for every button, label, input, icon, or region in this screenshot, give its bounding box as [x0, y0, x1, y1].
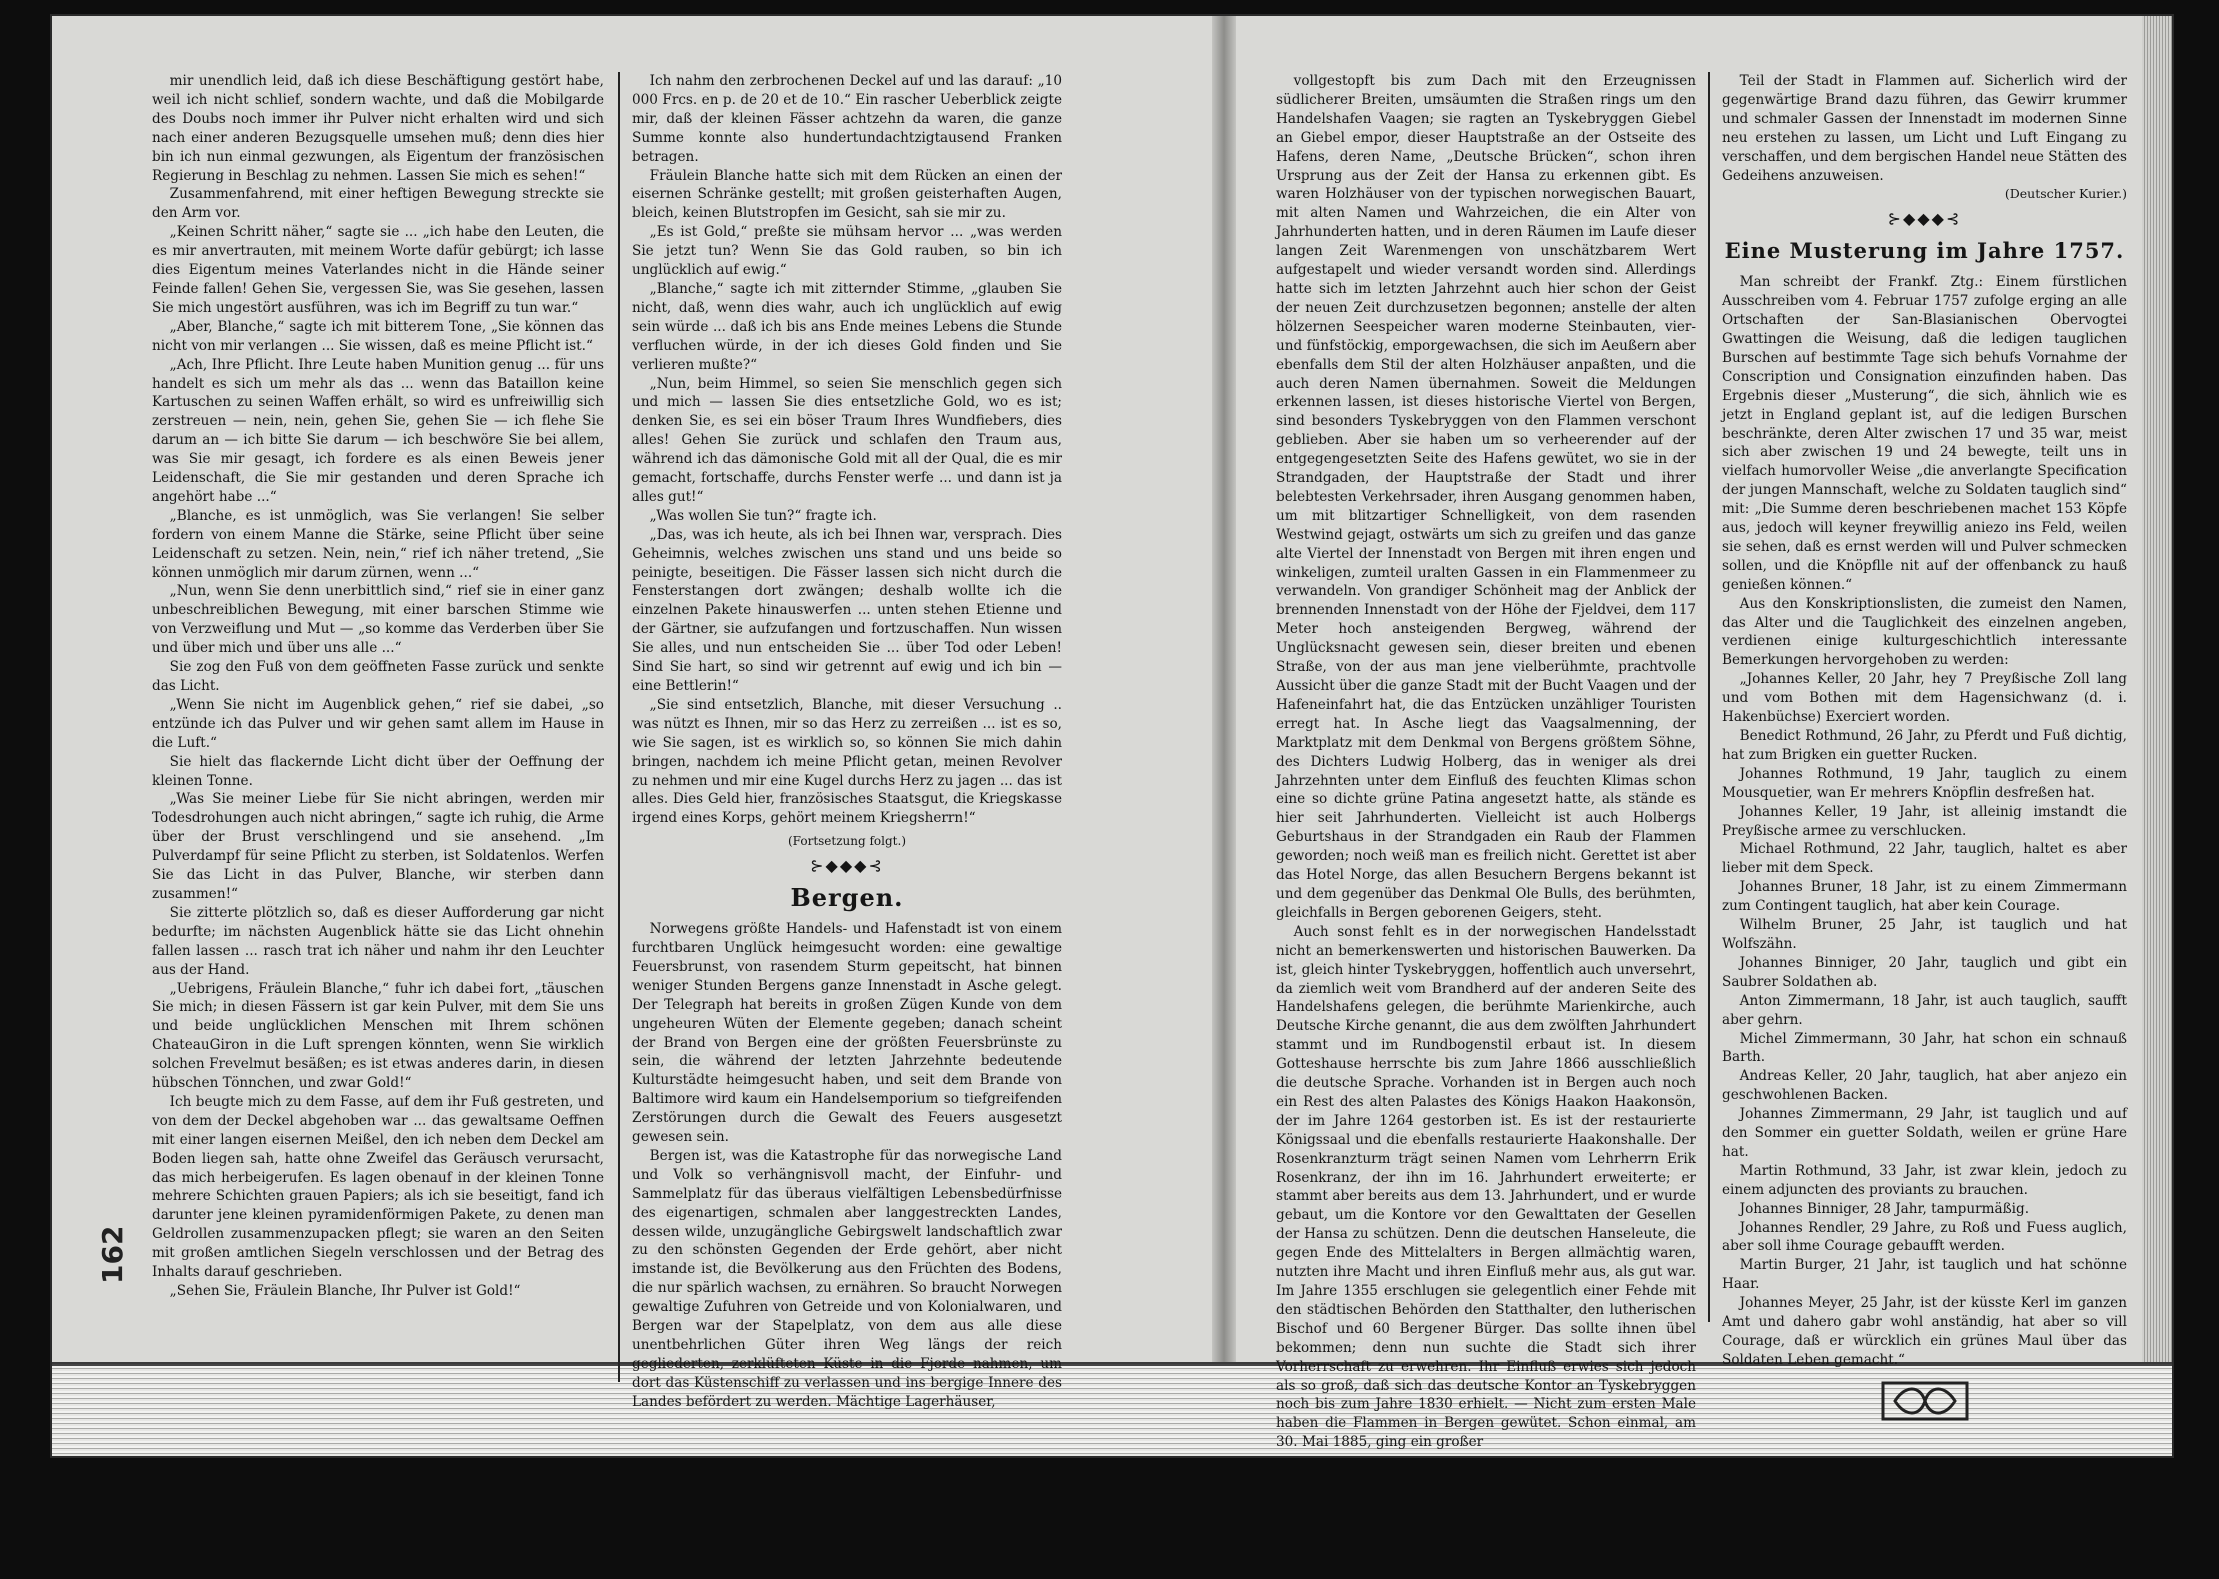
paragraph: Benedict Rothmund, 26 Jahr, zu Pferdt und Fuß dichtig, hat zum Brigken ein guetter Rucken. [1722, 728, 2127, 763]
column-4 [1722, 72, 2127, 1382]
column-3 [1276, 72, 1696, 1451]
paragraph: Sie hielt das flackernde Licht dicht über der Oeffnung der kleinen Tonne. [152, 753, 604, 789]
paragraph: mir unendlich leid, daß ich diese Beschäftigung gestört habe, weil ich nicht schlief, sondern wachte, und daß die Mobilgarde des Doubs noch immer ihr Pulver nicht erhalten wird und sich nach einer anderen Bezugsquelle umsehen muß; denn dies hier bin ich nun einmal gezwungen, als Eigentum der französischen Regierung in Beschlag zu nehmen. Lassen Sie mich es sehen!“ [152, 73, 604, 184]
column-rule-2 [1708, 72, 1710, 1322]
paragraph: „Blanche,“ sagte ich mit zitternder Stimme, „glauben Sie nicht, daß, wenn dies wahr, auch ich unglücklich auf ewig sein würde ... daß ich bis ans Ende meines Lebens die Stunde verfluchen würde, in der ich dieses Gold finden und Sie verlieren mußte?“ [632, 280, 1062, 373]
source-credit: (Deutscher Kurier.) [2004, 186, 2127, 202]
ornament-divider: ⊱◆◆◆⊰ [1887, 209, 1962, 229]
article-bergen-start [632, 920, 1062, 1412]
ornament-icon [1880, 1380, 1970, 1422]
paragraph: Norwegens größte Handels- und Hafenstadt ist von einem furchtbaren Unglück heimgesucht worden: eine gewaltige Feuersbrunst, von rasendem Sturm gepeitscht, hat binnen weniger Stunden Bergens ganze Innenstadt in Asche gelegt. Der Telegraph hat bereits in großen Zügen Kunde von dem ungeheuren Wüten der Elemente gegeben; danach scheint der Brand von Bergen eine der größten Feuersbrünste zu sein, die während der letzten Jahrzehnte bedeutende Kulturstädte heimgesucht haben, und seit dem Brande von Baltimore wird kaum ein Handelsemporium so tiefgreifenden Zerstörungen durch die Gewalt des Feuers ausgesetzt gewesen sein. [632, 921, 1062, 1146]
paragraph: „Es ist Gold,“ preßte sie mühsam hervor ... „was werden Sie jetzt tun? Wenn Sie das Gold rauben, so bin ich unglücklich auf ewig.“ [632, 224, 1062, 279]
paragraph: Johannes Meyer, 25 Jahr, ist der küsste Kerl im ganzen Amt und dahero gabr wohl anständig, hat aber so vill Courage, daß er würcklich ein grünes Maul über das Soldaten Leben gemacht.“ [1722, 1295, 2127, 1368]
end-ornament [1722, 1380, 2127, 1428]
paragraph: „Aber, Blanche,“ sagte ich mit bitterem Tone, „Sie können das nicht von mir verlangen ... Sie wissen, daß es meine Pflicht ist.“ [152, 318, 604, 354]
paragraph: „Das, was ich heute, als ich bei Ihnen war, versprach. Dies Geheimnis, welches zwischen uns stand und uns beide so peinigte, beseitigen. Die Fässer lassen sich nicht durch die Fensterstangen dort zwängen; deshalb wollte ich die einzelnen Pakete hinauswerfen ... unten stehen Etienne und der Gärtner, sie aufzufangen und fortzuschaffen. Nun wissen Sie alles, und nun entscheiden Sie ... über Tod oder Leben! Sind Sie hart, so sind wir getrennt auf ewig und ich bin — eine Bettlerin!“ [632, 526, 1062, 694]
paragraph: Wilhelm Bruner, 25 Jahr, ist tauglich und hat Wolfszähn. [1722, 917, 2127, 952]
paragraph: vollgestopft bis zum Dach mit den Erzeugnissen südlicherer Breiten, umsäumten die Straßen rings um den Handelshafen Vaagen; sie ragten an Tyskebryggen Giebel an Giebel empor, dieser Hauptstraße an der Ostseite des Hafens, deren Name, „Deutsche Brücken“, schon ihren Ursprung aus der Zeit der Hansa zu erkennen gibt. Es waren Holzhäuser von der typischen norwegischen Bauart, mit alten Namen und Wahrzeichen, die ein Alter von Jahrhunderten hatten, und in deren Räumen im Laufe dieser langen Zeit Warenmengen von unschätzbarem Wert aufgestapelt und wieder versandt worden sind. Allerdings hatte sich im letzten Jahrzehnt auch hier schon der Geist der neuen Zeit durchzusetzen begonnen; anstelle der alten hölzernen Seespeicher waren moderne Steinbauten, vier- und fünfstöckig, emporgewachsen, die sich im Aeußern aber ebenfalls dem Stil der alten Holzhäuser anpaßten, und die auch deren Namen übernahmen. Soweit die Meldungen erkennen lassen, ist dieses historische Viertel von Bergen, sind besonders Tyskebryggen von den Flammen verschont geblieben. Aber sie haben um so verheerender auf der entgegengesetzten Seite des Hafens gewütet, wo sie in der Strandgaden, der Hauptstraße der Stadt und ihrer belebtesten Verkehrsader, ihren Ausgang genommen haben, um mit blitzartiger Schnelligkeit, von dem rasenden Westwind gejagt, ostwärts um sich zu greifen und das ganze alte Viertel der Innenstadt von Bergen mit ihren engen und winkeligen, zumteil uralten Gassen in ein Flammenmeer zu verwandeln. Von grandiger Schönheit mag der Anblick der brennenden Innenstadt von der Höhe der Fjeldvei, dem 117 Meter hoch ansteigenden Bergweg, während der Unglücksnacht gewesen sein, dieser breiten und ebenen Straße, von der aus man jene vielberühmte, prachtvolle Aussicht über die ganze Stadt mit der Bucht Vaagen und der Hafeneinfahrt hat, die das Entzücken unzähliger Touristen erregt hat. In Asche liegt das Vaagsalmenning, der Marktplatz mit dem Denkmal von Bergens größtem Söhne, des Dichters Ludwig Holberg, das in weniger als drei Jahrzehnten unter dem Einfluß des feuchten Klimas schon eine so dichte grüne Patina angesetzt hatte, als stände es hier seit Jahrhunderten. Vielleicht ist auch Holbergs Geburtshaus in der Strandgaden ein Raub der Flammen geworden; noch weiß man es freilich nicht. Gerettet ist aber das Hotel Norge, das allen Besuchern Bergens bekannt ist und dem gegenüber das Denkmal Ole Bulls, des berühmten, gleichfalls in Bergen geborenen Geigers, steht. [1276, 73, 1696, 921]
paragraph: Johannes Rendler, 29 Jahre, zu Roß und Fuess auglich, aber soll ihme Courage gebaufft werden. [1722, 1219, 2127, 1255]
paragraph: „Johannes Keller, 20 Jahr, hey 7 Preyßische Zoll lang und vom Bothen mit dem Hagensichwanz (d. i. Hakenbüchse) Exerciert worden. [1722, 671, 2127, 726]
paragraph: „Ach, Ihre Pflicht. Ihre Leute haben Munition genug ... für uns handelt es sich um mehr als das ... wenn das Bataillon keine Kartuschen zu seinen Waffen erhält, so wird es unfreiwillig sich zerstreuen — nein, nein, gehen Sie, gehen Sie — ich flehe Sie darum an — ich bitte Sie darum — ich beschwöre Sie bei allem, was Sie mir gesagt, ich fordere es als einen Beweis jener Leidenschaft, die Sie mir gestanden und deren Sprache ich angehört habe ...“ [152, 356, 604, 505]
paragraph: Aus den Konskriptionslisten, die zumeist den Namen, das Alter und die Tauglichkeit des einzelnen angeben, verdienen einige kulturgeschichtlich interessante Bemerkungen hervorgehoben zu werden: [1722, 595, 2127, 669]
paragraph: „Was wollen Sie tun?“ fragte ich. [649, 507, 877, 524]
paragraph: Auch sonst fehlt es in der norwegischen Handelsstadt nicht an bemerkenswerten und historischen Bauwerken. Da ist, gleich hinter Tyskebryggen, hoffentlich auch unversehrt, da ziemlich weit vom Brandherd auf der anderen Seite des Handelshafens gelegen, die berühmte Marienkirche, auch Deutsche Kirche genannt, die aus dem zwölften Jahrhundert stammt und im Rundbogenstil erbaut ist. In diesem Gotteshause herrschte bis zum Jahre 1866 ausschließlich die deutsche Sprache. Vorhanden ist in Bergen auch noch ein Rest des alten Palastes des Königs Haakon Haakonsön, der im Jahre 1264 gestorben ist. Es ist der restaurierte Königssaal und die ebenfalls restaurierte Haakonshalle. Der Rosenkranzturm trägt seinen Namen vom Lehrherrn Erik Rosenkranz, der ihn im 16. Jahrhundert erweiterte; er stammt aber bereits aus dem 13. Jahrhundert, und er wurde gebaut, um die Kontore vor den Gewalttaten der Gesellen der Hansa zu schützen. Denn die deutschen Hanseleute, die gegen Ende des Mittelalters in Bergen allmächtig waren, nutzten ihre Macht und ihren Einfluß mehr aus, als gut war. Im Jahre 1355 erschlugen sie gelegentlich einer Fehde mit den städtischen Behörden den Statthalter, den lutherischen Bischof und 60 Bergener Bürger. Das sollte ihnen übel bekommen; denn nun suchte die Stadt sich ihrer Vorherrschaft zu erwehren. Ihr Einfluß erwies sich jedoch als so groß, daß sich das deutsche Kontor an Tyskebryggen noch bis zum Jahre 1830 erhielt. — Nicht zum ersten Male haben die Flammen in Bergen gewütet. Schon einmal, am 30. Mai 1885, ging ein großer [1276, 923, 1696, 1451]
paragraph: Martin Burger, 21 Jahr, ist tauglich und hat schönne Haar. [1722, 1257, 2127, 1293]
paragraph: „Blanche, es ist unmöglich, was Sie verlangen! Sie selber fordern von einem Manne die Stärke, seine Pflicht über seine Leidenschaft zu setzen. Nein, nein,“ rief ich näher tretend, „Sie können unmöglich mir darum zürnen, wenn ...“ [152, 507, 604, 581]
page-number: 162 [96, 1225, 129, 1284]
paragraph: „Nun, beim Himmel, so seien Sie menschlich gegen sich und mich — lassen Sie dies entsetzliche Gold, wo es ist; denken Sie, es sei ein böser Traum Ihres Wundfiebers, dies alles! Gehen Sie zurück und schlafen den Traum aus, während ich das dämonische Gold mit all der Qual, die es mir gemacht, fortschaffe, durchs Fenster werfe ... und dann ist ja alles gut!“ [632, 375, 1062, 505]
paragraph: „Keinen Schritt näher,“ sagte sie ... „ich habe den Leuten, die es mir anvertrauten, mit meinem Worte dafür gebürgt; ich lasse dies Eigentum meines Vaterlandes nicht in die Hände seiner Feinde fallen! Gehen Sie, vergessen Sie, was Sie gesehen, lassen Sie mich ungestört ausführen, was ich im Begriff zu tun war.“ [152, 224, 604, 316]
story-continuation [632, 72, 1062, 828]
paragraph: Andreas Keller, 20 Jahr, tauglich, hat aber anjezo ein geschwohlenen Backen. [1722, 1068, 2127, 1104]
paragraph: Sie zitterte plötzlich so, daß es dieser Aufforderung gar nicht bedurfte; im nächsten Augenblick hätte sie das Licht ohnehin fallen lassen ... rasch trat ich näher und nahm ihr den Leuchter aus der Hand. [152, 904, 604, 978]
paragraph: Johannes Binniger, 28 Jahr, tampurmäßig. [1739, 1200, 2030, 1217]
paragraph: Anton Zimmermann, 18 Jahr, ist auch tauglich, saufft aber gehrn. [1722, 992, 2127, 1028]
paragraph: Johannes Binniger, 20 Jahr, tauglich und gibt ein Saubrer Soldathen ab. [1722, 954, 2127, 990]
paragraph: Johannes Keller, 19 Jahr, ist alleinig imstandt die Preyßische armee zu verschlucken. [1722, 803, 2127, 839]
paragraph: Martin Rothmund, 33 Jahr, ist zwar klein, jedoch zu einem adjuncten des proviants zu brauchen. [1722, 1162, 2127, 1198]
article-title-bergen: Bergen. [790, 883, 904, 913]
paragraph: Zusammenfahrend, mit einer heftigen Bewegung streckte sie den Arm vor. [152, 186, 604, 222]
paragraph: Johannes Rothmund, 19 Jahr, tauglich zu einem Mousquetier, wan Er mehrers Knöpflin desfreßen hat. [1722, 765, 2127, 801]
continued-note: (Fortsetzung folgt.) [788, 834, 906, 849]
article-title-musterung: Eine Musterung im Jahre 1757. [1724, 238, 2125, 264]
paragraph: Michael Rothmund, 22 Jahr, tauglich, haltet es aber lieber mit dem Speck. [1722, 841, 2127, 877]
paragraph: „Sie sind entsetzlich, Blanche, mit dieser Versuchung .. was nützt es Ihnen, mir so das Herz zu zerreißen ... ist es so, wie Sie sagen, ist es wirklich so, so können Sie mich dahin bringen, nachdem ich meine Pflicht getan, meinen Revolver zu nehmen und mir eine Kugel durchs Herz zu jagen ... das ist alles. Dies Geld hier, französisches Staatsgut, die Kriegskasse irgend eines Korps, gehört meinem Kriegsherrn!“ [632, 696, 1062, 827]
spine-shadow [1212, 16, 1236, 1456]
column-1 [152, 72, 604, 1372]
paragraph: Michel Zimmermann, 30 Jahr, hat schon ein schnauß Barth. [1722, 1030, 2127, 1066]
paragraph: „Wenn Sie nicht im Augenblick gehen,“ rief sie dabei, „so entzünde ich das Pulver und wir gehen samt allem im Hause in die Luft.“ [152, 696, 604, 751]
paragraph: „Nun, wenn Sie denn unerbittlich sind,“ rief sie in einer ganz unbeschreiblichen Bewegung, mit einer barschen Stimme wie von Verzweiflung und Mut — „so komme das Verderben über Sie und über mich und über uns alle ...“ [152, 583, 604, 657]
ornament-divider: ⊱◆◆◆⊰ [810, 856, 884, 876]
paragraph: „Sehen Sie, Fräulein Blanche, Ihr Pulver ist Gold!“ [169, 1283, 521, 1299]
article-musterung-body [1722, 273, 2127, 1370]
column-rule-1 [618, 72, 620, 1382]
paragraph: Bergen ist, was die Katastrophe für das norwegische Land und Volk so verhängnisvoll macht, der Einfuhr- und Sammelplatz für das überaus vielfältigen Lebensbedürfnisse des eigenartigen, schmalen aber langgestreckten Landes, dessen wilde, unzugängliche Gebirgswelt landschaftlich zwar zu den schönsten Gegenden der Erde gehört, aber nicht imstande ist, die Bevölkerung aus den Früchten des Bodens, die nur spärlich wachsen, zu ernähren. So braucht Norwegen gewaltige Zufuhren von Getreide und von Kolonialwaren, und Bergen war der Stapelplatz, von dem aus alle diese unentbehrlichen Güter ihren Weg längs der reich gegliederten, zerklüfteten Küste in die Fjorde nahmen, um dort das Küstenschiff zu verlassen und ins bergige Innere des Landes befördert zu werden. Mächtige Lagerhäuser, [632, 1147, 1062, 1410]
paragraph: Ich beugte mich zu dem Fasse, auf dem ihr Fuß gestreten, und von dem der Deckel abgehoben war ... das gewaltsame Oeffnen mit einer langen eisernen Meißel, den ich neben dem Deckel am Boden liegen sah, hatte ohne Zweifel das Geräusch verursacht, das mich herbeigerufen. Es lagen obenauf in der kleinen Tonne mehrere Schichten grauen Papiers; als ich sie beseitigt, fand ich darunter jene kleinen pyramidenförmigen Pakete, zu denen man Geldrollen zusammenzupacken pflegt; sie waren an den Seiten mit großen amtlichen Siegeln verschlossen und der Betrag des Inhalts darauf geschrieben. [152, 1093, 604, 1281]
paragraph: Sie zog den Fuß von dem geöffneten Fasse zurück und senkte das Licht. [152, 659, 604, 694]
paragraph: Fräulein Blanche hatte sich mit dem Rücken an einen der eisernen Schränke gestellt; mit großen geisterhaften Augen, bleich, keinen Blutstropfen im Gesicht, sah sie mir zu. [632, 167, 1062, 222]
bergen-article-end: Teil der Stadt in Flammen auf. Sicherlich wird der gegenwärtige Brand dazu führen, das Gewirr krummer und schmaler Gassen der Innenstadt im modernen Sinne neu erstehen zu lassen, um Licht und Luft Eingang zu verschaffen, und dem bergischen Handel neue Stätten des Gedeihens anzuweisen. [1722, 73, 2127, 184]
paragraph: „Was Sie meiner Liebe für Sie nicht abringen, werden mir Todesdrohungen auch nicht abringen,“ sagte ich ruhig, die Arme über der Brust verschlingend und sie ansehend. „Im Pulverdampf für seine Pflicht zu sterben, ist Soldatenlos. Werfen Sie das Licht in das Pulver, Blanche, wir sterben dann zusammen!“ [152, 791, 604, 902]
paragraph: „Uebrigens, Fräulein Blanche,“ fuhr ich dabei fort, „täuschen Sie mich; in diesen Fässern ist gar kein Pulver, mit dem Sie uns und beide unglücklichen Menschen mit Ihrem schönen ChateauGiron in die Luft sprengen könnten, wenn Sie wirklich solchen Frevelmut besäßen; es ist etwas anderes darin, in diesen hübschen Tönnchen, und zwar Gold!“ [152, 980, 604, 1092]
paragraph: Johannes Zimmermann, 29 Jahr, ist tauglich und auf den Sommer ein guetter Soldath, weilen er grüne Hare hat. [1722, 1106, 2127, 1160]
paragraph: Johannes Bruner, 18 Jahr, ist zu einem Zimmermann zum Contingent tauglich, hat aber kein Courage. [1722, 879, 2127, 915]
book-spread [52, 16, 2172, 1456]
paragraph: Man schreibt der Frankf. Ztg.: Einem fürstlichen Ausschreiben vom 4. Februar 1757 zufolge erging an alle Ortschaften der San-Blasianischen Obervogtei Gwattingen die Weisung, daß die ledigen tauglichen Burschen auf bestimmte Tage sich behufs Vornahme der Conscription und Consignation einzufinden haben. Das Ergebnis dieser „Musterung“, die sich, ähnlich wie es jetzt in England geplant ist, auf die ledigen Burschen beschränkte, deren Alter zwischen 17 und 35 war, meist sich aber zwischen 19 und 24 bewegte, teilt uns in vielfach humorvoller Weise „die anverlangte Specification der jungen Mannschaft, welche zu Soldaten tauglich sind“ mit: „Die Summe deren beschriebenen machet 153 Köpfe aus, jedoch will keyner freywillig aniezo ins Feld, weilen sie sehen, daß es ernst werden will und Pulver schmecken sollen, und die Knöpflle nit auf der offenbanck zu hauß genießen können.“ [1722, 274, 2127, 593]
column-2 [632, 72, 1062, 1410]
page-edges-right [2142, 16, 2172, 1456]
paragraph: Ich nahm den zerbrochenen Deckel auf und las darauf: „10 000 Frcs. en p. de 20 et de 10.“ Ein rascher Ueberblick zeigte mir, daß der kleinen Fässer achtzehn da waren, die ganze Summe konnte also hundertundachtzigtausend Franken betragen. [632, 73, 1062, 165]
